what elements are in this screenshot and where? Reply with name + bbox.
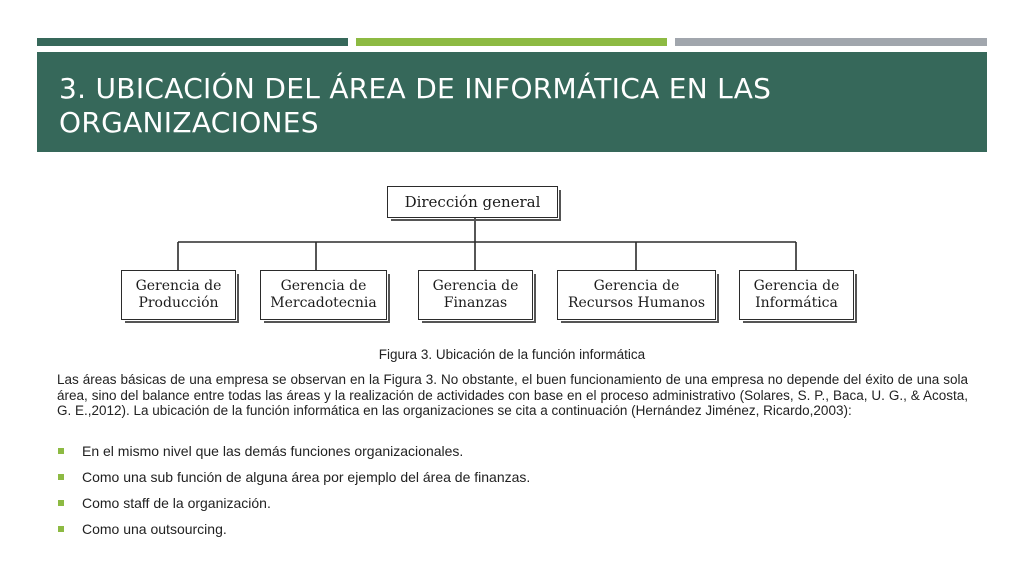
org-node-root-label: Dirección general: [404, 192, 541, 211]
square-bullet-icon: [58, 500, 64, 506]
figure-caption: Figura 3. Ubicación de la función informática: [378, 347, 646, 362]
org-node-mercadotecnia: [260, 270, 387, 320]
list-item-text: Como una outsourcing.: [82, 521, 227, 537]
light-green-bar: [356, 38, 667, 46]
square-bullet-icon: [58, 474, 64, 480]
org-chart: [0, 180, 1024, 330]
org-node-label: Gerencia de Producción: [135, 278, 222, 311]
org-node-produccion: [121, 270, 236, 320]
dark-green-bar: [37, 38, 348, 46]
square-bullet-icon: [58, 526, 64, 532]
org-node-label: Gerencia de Recursos Humanos: [567, 278, 706, 311]
list-item-text: En el mismo nivel que las demás funciones organizacionales.: [82, 443, 464, 459]
list-item: [57, 492, 957, 518]
list-item: [57, 466, 957, 492]
list-item-text: Como staff de la organización.: [82, 495, 271, 511]
bullet-list: [57, 440, 957, 544]
list-item-text: Como una sub función de alguna área por ejemplo del área de finanzas.: [82, 469, 531, 485]
list-item: [57, 518, 957, 544]
decorative-top-bars: [37, 38, 987, 46]
org-node-label: Gerencia de Mercadotecnia: [270, 278, 377, 311]
org-node-label: Gerencia de Informática: [753, 278, 840, 311]
square-bullet-icon: [58, 448, 64, 454]
body-paragraph: Las áreas básicas de una empresa se observan en la Figura 3. No obstante, el buen funcionamiento de una empresa no depende del éxito de una sola área, sino del balance entre todas las áreas y la realización de actividades con base en el proceso administrativo (Solares, S. P., Baca, U. G., & Acosta, G. E.,2012). La ubicación de la función informática en las organizaciones se cita a continuación (Hernández Jiménez, Ricardo,2003):: [57, 372, 968, 418]
org-node-recursos-humanos: [557, 270, 716, 320]
title-band: [37, 52, 987, 152]
org-node-informatica: [739, 270, 854, 320]
org-node-label: Gerencia de Finanzas: [432, 278, 519, 311]
gray-bar: [675, 38, 987, 46]
slide-title: 3. UBICACIÓN DEL ÁREA DE INFORMÁTICA EN LAS ORGANIZACIONES: [59, 72, 772, 139]
org-node-finanzas: [418, 270, 533, 320]
org-node-root: [387, 186, 558, 218]
list-item: [57, 440, 957, 466]
